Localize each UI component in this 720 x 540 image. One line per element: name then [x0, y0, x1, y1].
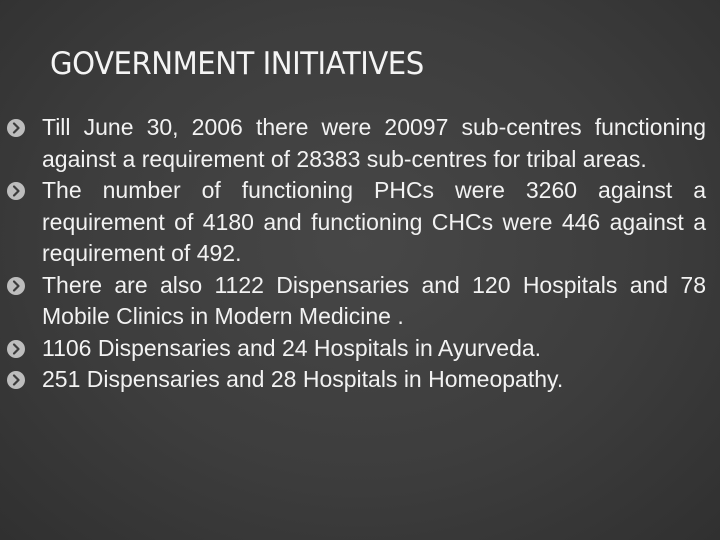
bullet-item [0, 112, 706, 175]
circle-arrow-right-icon [7, 340, 25, 358]
bullet-text: The number of functioning PHCs were 3260 against a requirement of 4180 and functioning CHCs were 446 against a requirement of 492. [42, 177, 706, 266]
bullet-text: There are also 1122 Dispensaries and 120 Hospitals and 78 Mobile Clinics in Modern Medicine . [42, 271, 706, 329]
circle-arrow-right-icon [7, 182, 25, 200]
circle-arrow-right-icon [7, 277, 25, 295]
slide-title: GOVERNMENT INITIATIVES [50, 46, 424, 82]
circle-arrow-right-icon [7, 119, 25, 137]
bullet-item [0, 364, 706, 396]
bullet-item [0, 270, 706, 333]
circle-arrow-right-icon [7, 371, 25, 389]
bullet-item [0, 175, 706, 270]
bullet-list [0, 112, 720, 396]
bullet-item [0, 333, 706, 365]
bullet-text: 1106 Dispensaries and 24 Hospitals in Ayurveda. [42, 334, 542, 361]
bullet-text: Till June 30, 2006 there were 20097 sub-centres functioning against a requirement of 28383 sub-centres for tribal areas. [42, 114, 706, 172]
bullet-text: 251 Dispensaries and 28 Hospitals in Homeopathy. [42, 366, 564, 392]
